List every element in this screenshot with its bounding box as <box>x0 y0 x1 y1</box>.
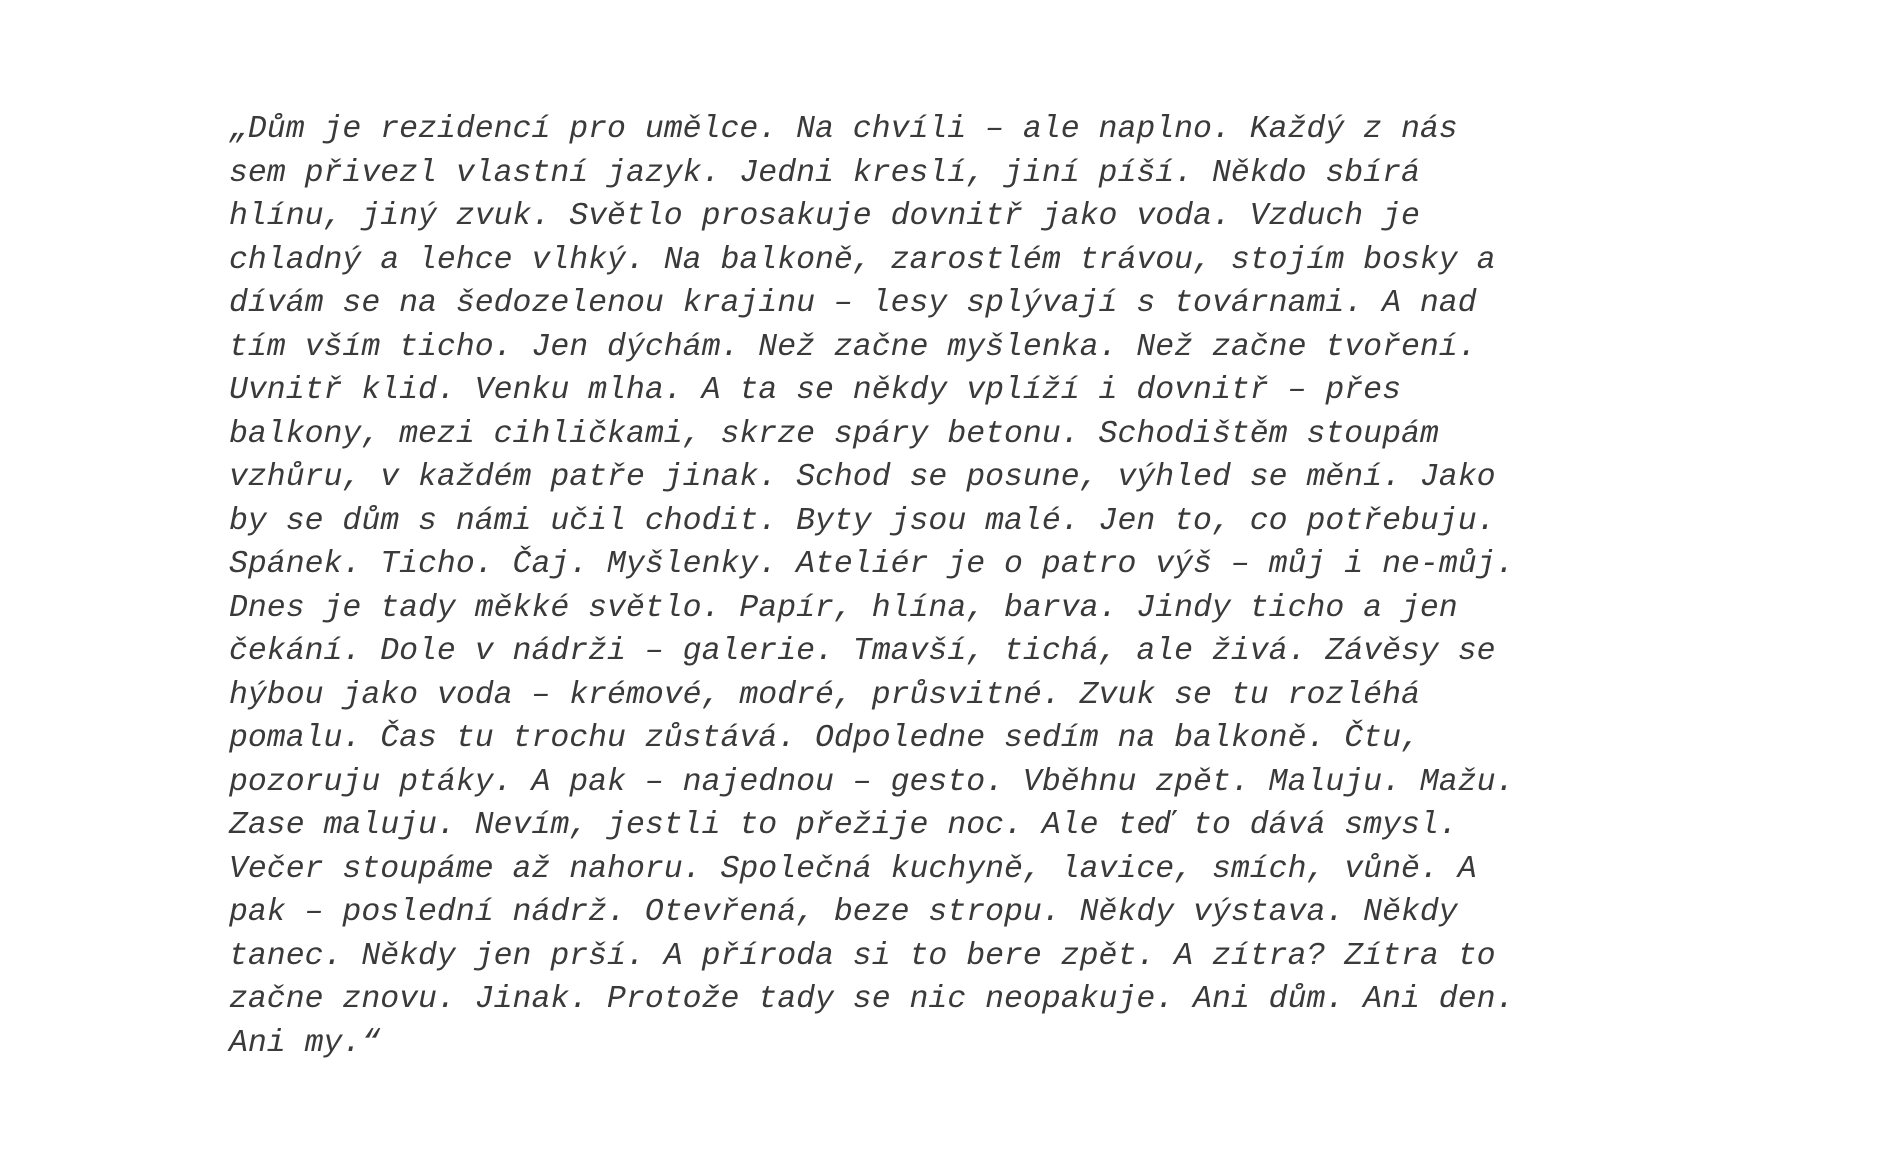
text-line-12: Dnes je tady měkké světlo. Papír, hlína, barva. Jindy ticho a jen <box>229 590 1458 626</box>
text-line-8: balkony, mezi cihličkami, skrze spáry betonu. Schodištěm stoupám <box>229 416 1439 452</box>
text-line-14: hýbou jako voda – krémové, modré, průsvitné. Zvuk se tu rozléhá <box>229 677 1420 713</box>
text-line-22: Ani my.“ <box>229 1025 381 1061</box>
text-line-13: čekání. Dole v nádrži – galerie. Tmavší, tichá, ale živá. Závěsy se <box>229 634 1496 669</box>
text-line-18: Večer stoupáme až nahoru. Společná kuchyně, lavice, smích, vůně. A <box>229 851 1477 887</box>
text-line-11: Spánek. Ticho. Čaj. Myšlenky. Ateliér je o patro výš – můj i ne-můj. <box>229 547 1515 582</box>
text-line-7: Uvnitř klid. Venku mlha. A ta se někdy vplíží i dovnitř – přes <box>229 373 1401 408</box>
text-line-2: sem přivezl vlastní jazyk. Jedni kreslí, jiní píší. Někdo sbírá <box>229 155 1420 191</box>
text-line-21: začne znovu. Jinak. Protože tady se nic neopakuje. Ani dům. Ani den. <box>229 982 1515 1017</box>
text-line-9: vzhůru, v každém patře jinak. Schod se posune, výhled se mění. Jako <box>229 460 1496 495</box>
text-line-16: pozoruju ptáky. A pak – najednou – gesto. Vběhnu zpět. Maluju. Mažu. <box>229 764 1515 800</box>
text-line-19: pak – poslední nádrž. Otevřená, beze stropu. Někdy výstava. Někdy <box>229 895 1458 930</box>
text-line-5: dívám se na šedozelenou krajinu – lesy splývají s továrnami. A nad <box>229 286 1477 321</box>
quote-paragraph <box>229 108 1729 1065</box>
text-line-15: pomalu. Čas tu trochu zůstává. Odpoledne sedím na balkoně. Čtu, <box>229 721 1420 756</box>
text-line-10: by se dům s námi učil chodit. Byty jsou malé. Jen to, co potřebuju. <box>229 503 1496 539</box>
text-line-6: tím vším ticho. Jen dýchám. Než začne myšlenka. Než začne tvoření. <box>229 329 1477 365</box>
text-line-20: tanec. Někdy jen prší. A příroda si to bere zpět. A zítra? Zítra to <box>229 938 1496 974</box>
text-line-3: hlínu, jiný zvuk. Světlo prosakuje dovnitř jako voda. Vzduch je <box>229 199 1420 234</box>
text-line-1: „Dům je rezidencí pro umělce. Na chvíli – ale naplno. Každý z nás <box>229 112 1458 147</box>
text-line-4: chladný a lehce vlhký. Na balkoně, zarostlém trávou, stojím bosky a <box>229 242 1496 278</box>
text-line-17: Zase maluju. Nevím, jestli to přežije noc. Ale teď to dává smysl. <box>229 808 1458 843</box>
